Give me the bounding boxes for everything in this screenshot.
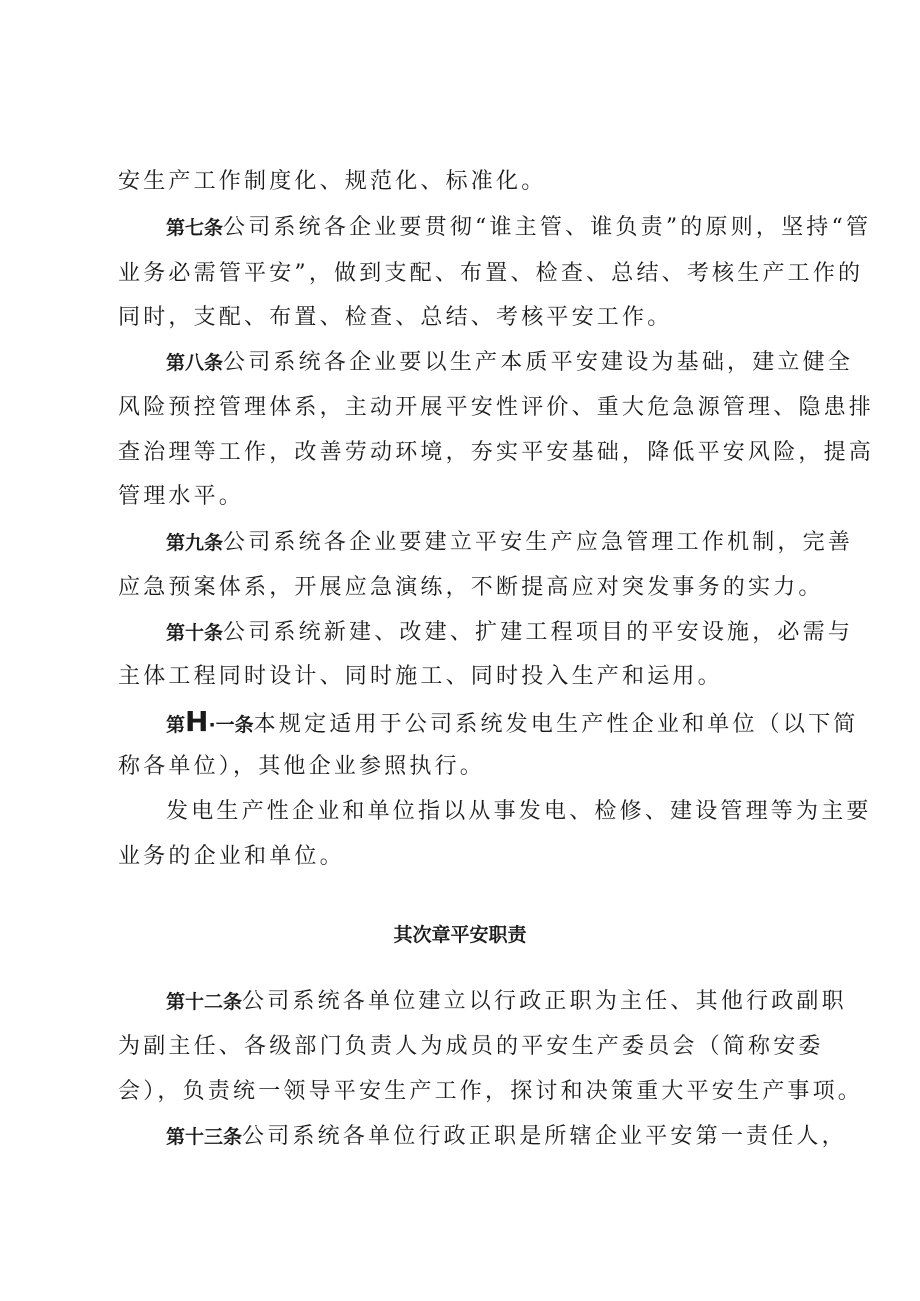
- article-label: 第八条: [166, 352, 224, 374]
- chapter-heading: 其次章平安职责: [393, 924, 527, 946]
- paragraph-line-1: 发电生产性企业和单位指以从事发电、检修、建设管理等为主要: [166, 799, 872, 824]
- article-7-line-3: 同时，支配、布置、检查、总结、考核平安工作。: [118, 305, 673, 330]
- article-7-line-2: 业务必需管平安”，做到支配、布置、检查、总结、考核生产工作的: [118, 261, 864, 286]
- article-12-line-1: 第十二条公司系统各单位建立以行政正职为主任、其他行政副职: [166, 989, 847, 1014]
- article-8-line-3: 查治理等工作，改善劳动环境，夯实平安基础，降低平安风险，提高: [118, 440, 875, 465]
- article-8-line-4: 管理水平。: [118, 484, 245, 509]
- article-8-line-1: 第八条公司系统各企业要以生产本质平安建设为基础，建立健全: [166, 350, 854, 375]
- article-12-line-2: 为副主任、各级部门负责人为成员的平安生产委员会（简称安委: [118, 1034, 824, 1059]
- article-10-line-2: 主体工程同时设计、同时施工、同时投入生产和运用。: [118, 664, 723, 689]
- article-11-line-2: 称各单位），其他企业参照执行。: [118, 754, 486, 779]
- article-12-line-3: 会），负责统一领导平安生产工作，探讨和决策重大平安生产事项。: [118, 1079, 864, 1104]
- article-label: 第十二条: [166, 991, 243, 1013]
- article-label: 第H·一条: [166, 705, 254, 738]
- article-10-line-1: 第十条公司系统新建、改建、扩建工程项目的平安设施，必需与: [166, 620, 854, 645]
- article-label: 第九条: [166, 532, 224, 554]
- paragraph-line-2: 业务的企业和单位。: [118, 844, 345, 869]
- article-7-line-1: 第七条公司系统各企业要贯彻“谁主管、谁负责”的原则，坚持“管: [166, 215, 872, 240]
- text-line: 安生产工作制度化、规范化、标准化。: [118, 169, 547, 194]
- article-label: 第十三条: [166, 1126, 243, 1148]
- article-11-line-1: 第H·一条本规定适用于公司系统发电生产性企业和单位（以下简: [166, 705, 859, 738]
- article-label: 第十条: [166, 622, 224, 644]
- article-13-line-1: 第十三条公司系统各单位行政正职是所辖企业平安第一责任人，: [166, 1124, 847, 1149]
- article-9-line-2: 应急预案体系，开展应急演练，不断提高应对突发事务的实力。: [118, 575, 824, 600]
- article-9-line-1: 第九条公司系统各企业要建立平安生产应急管理工作机制，完善: [166, 530, 854, 555]
- article-label: 第七条: [166, 217, 224, 239]
- article-8-line-2: 风险预控管理体系，主动开展平安性评价、重大危急源管理、隐患排: [118, 395, 875, 420]
